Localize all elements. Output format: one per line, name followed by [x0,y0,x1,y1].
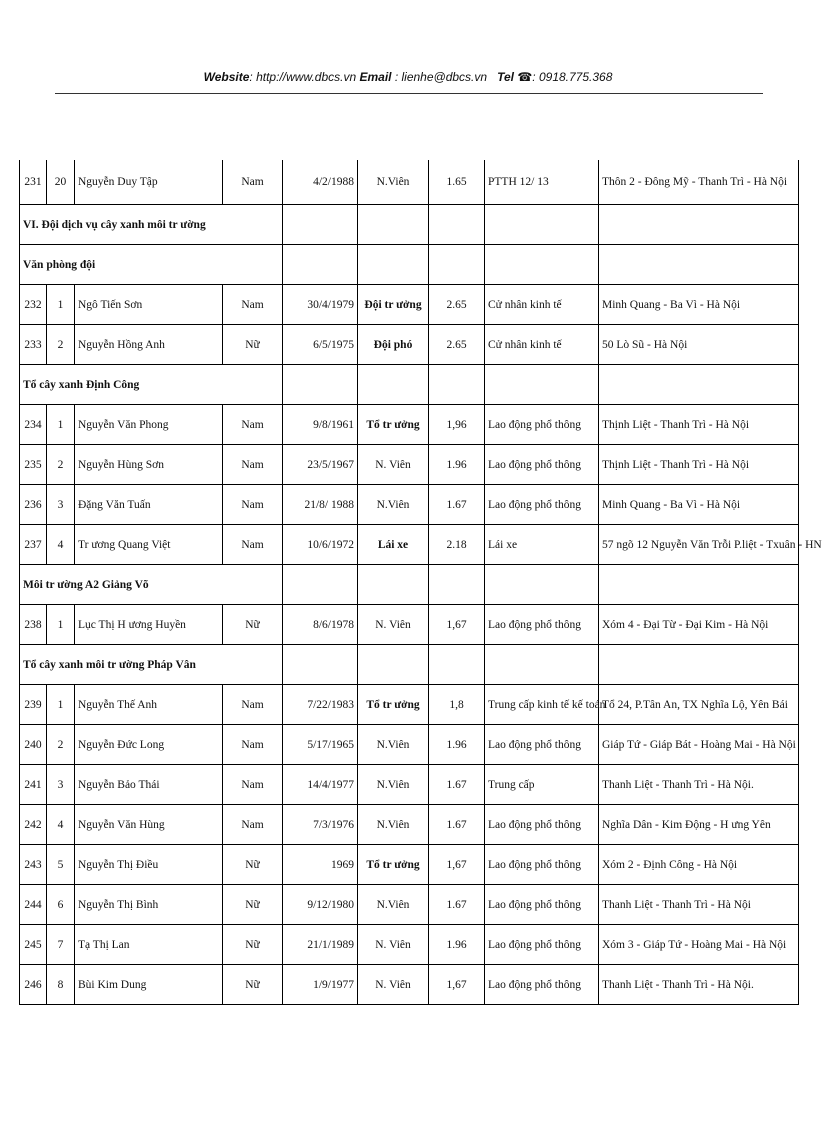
address-cell: Minh Quang - Ba Vì - Hà Nội [599,285,799,325]
name-cell: Đặng Văn Tuấn [75,485,223,525]
gender-cell: Nữ [223,325,283,365]
birth-date-cell: 7/3/1976 [283,805,358,845]
name-cell: Lục Thị H ương Huyền [75,605,223,645]
position-cell: N. Viên [358,605,429,645]
empty-cell [485,645,599,685]
gender-cell: Nam [223,525,283,565]
birth-date-cell: 4/2/1988 [283,160,358,205]
group-number-cell: 2 [47,445,75,485]
salary-coefficient-cell: 1,67 [429,965,485,1005]
gender-cell: Nam [223,725,283,765]
group-number-cell: 8 [47,965,75,1005]
salary-coefficient-cell: 2.65 [429,285,485,325]
position-cell: Lái xe [358,525,429,565]
name-cell: Nguyễn Văn Phong [75,405,223,445]
row-number-cell: 236 [20,485,47,525]
section-title: VI. Đội dịch vụ cây xanh môi tr ường [20,205,283,245]
position-cell: N.Viên [358,885,429,925]
tel-label: Tel [497,70,514,84]
position-cell: N.Viên [358,485,429,525]
position-cell: N.Viên [358,160,429,205]
birth-date-cell: 21/1/1989 [283,925,358,965]
address-cell: Thanh Liệt - Thanh Trì - Hà Nội. [599,965,799,1005]
address-cell: Thịnh Liệt - Thanh Trì - Hà Nội [599,445,799,485]
salary-coefficient-cell: 1,67 [429,605,485,645]
table-row [20,160,799,205]
birth-date-cell: 23/5/1967 [283,445,358,485]
empty-cell [429,365,485,405]
salary-coefficient-cell: 1.65 [429,160,485,205]
gender-cell: Nữ [223,965,283,1005]
table-row [20,285,799,325]
address-cell: 50 Lò Sũ - Hà Nội [599,325,799,365]
name-cell: Nguyễn Hồng Anh [75,325,223,365]
name-cell: Nguyễn Bảo Thái [75,765,223,805]
name-cell: Tr ương Quang Việt [75,525,223,565]
salary-coefficient-cell: 2.65 [429,325,485,365]
birth-date-cell: 14/4/1977 [283,765,358,805]
row-number-cell: 243 [20,845,47,885]
address-cell: Thôn 2 - Đông Mỹ - Thanh Trì - Hà Nội [599,160,799,205]
section-row [20,205,799,245]
group-number-cell: 4 [47,525,75,565]
empty-cell [599,565,799,605]
address-cell: Giáp Tứ - Giáp Bát - Hoàng Mai - Hà Nội [599,725,799,765]
section-row [20,245,799,285]
address-cell: Thanh Liệt - Thanh Trì - Hà Nội. [599,765,799,805]
birth-date-cell: 6/5/1975 [283,325,358,365]
birth-date-cell: 9/8/1961 [283,405,358,445]
empty-cell [358,205,429,245]
position-cell: N. Viên [358,925,429,965]
empty-cell [485,365,599,405]
row-number-cell: 241 [20,765,47,805]
gender-cell: Nữ [223,925,283,965]
group-number-cell: 2 [47,725,75,765]
empty-cell [283,565,358,605]
education-cell: Lao động phổ thông [485,445,599,485]
gender-cell: Nữ [223,885,283,925]
empty-cell [429,565,485,605]
row-number-cell: 246 [20,965,47,1005]
name-cell: Nguyễn Hùng Sơn [75,445,223,485]
row-number-cell: 234 [20,405,47,445]
gender-cell: Nam [223,805,283,845]
birth-date-cell: 21/8/ 1988 [283,485,358,525]
website-url[interactable]: : http://www.dbcs.vn [249,70,357,84]
address-cell: Xóm 2 - Định Công - Hà Nội [599,845,799,885]
gender-cell: Nam [223,160,283,205]
position-cell: Tổ tr ưởng [358,405,429,445]
group-number-cell: 5 [47,845,75,885]
row-number-cell: 245 [20,925,47,965]
education-cell: Lao động phổ thông [485,605,599,645]
salary-coefficient-cell: 1.67 [429,885,485,925]
position-cell: Tổ tr ưởng [358,685,429,725]
education-cell: Lái xe [485,525,599,565]
table-row [20,765,799,805]
position-cell: Đội phó [358,325,429,365]
table-row [20,805,799,845]
position-cell: N.Viên [358,805,429,845]
empty-cell [283,645,358,685]
group-number-cell: 1 [47,405,75,445]
table-row [20,725,799,765]
table-row [20,925,799,965]
birth-date-cell: 7/22/1983 [283,685,358,725]
education-cell: Cử nhân kinh tế [485,285,599,325]
empty-cell [358,645,429,685]
salary-coefficient-cell: 1,8 [429,685,485,725]
birth-date-cell: 9/12/1980 [283,885,358,925]
salary-coefficient-cell: 2.18 [429,525,485,565]
position-cell: Tổ tr ưởng [358,845,429,885]
empty-cell [485,245,599,285]
salary-coefficient-cell: 1.67 [429,805,485,845]
name-cell: Nguyễn Thị Điều [75,845,223,885]
gender-cell: Nam [223,485,283,525]
section-title: Văn phòng đội [20,245,283,285]
table-row [20,885,799,925]
address-cell: Thịnh Liệt - Thanh Trì - Hà Nội [599,405,799,445]
table-row [20,965,799,1005]
empty-cell [599,205,799,245]
address-cell: 57 ngõ 12 Nguyễn Văn Trỗi P.liệt - Txuân - HN [599,525,799,565]
empty-cell [358,365,429,405]
name-cell: Nguyễn Thế Anh [75,685,223,725]
page-header [0,70,816,84]
education-cell: Lao động phổ thông [485,405,599,445]
gender-cell: Nữ [223,605,283,645]
empty-cell [358,565,429,605]
empty-cell [429,205,485,245]
table-row [20,845,799,885]
address-cell: Tổ 24, P.Tân An, TX Nghĩa Lộ, Yên Bái [599,685,799,725]
empty-cell [283,245,358,285]
empty-cell [429,645,485,685]
position-cell: N.Viên [358,765,429,805]
empty-cell [283,365,358,405]
tel-value: : 0918.775.368 [532,70,613,84]
section-title: Tổ cây xanh môi tr ường Pháp Vân [20,645,283,685]
row-number-cell: 240 [20,725,47,765]
gender-cell: Nam [223,685,283,725]
birth-date-cell: 1/9/1977 [283,965,358,1005]
address-cell: Nghĩa Dân - Kim Động - H ưng Yên [599,805,799,845]
gender-cell: Nữ [223,845,283,885]
birth-date-cell: 10/6/1972 [283,525,358,565]
name-cell: Tạ Thị Lan [75,925,223,965]
table-row [20,405,799,445]
salary-coefficient-cell: 1,96 [429,405,485,445]
group-number-cell: 7 [47,925,75,965]
table-row [20,325,799,365]
gender-cell: Nam [223,285,283,325]
name-cell: Nguyễn Đức Long [75,725,223,765]
name-cell: Nguyễn Duy Tập [75,160,223,205]
position-cell: N. Viên [358,965,429,1005]
empty-cell [358,245,429,285]
empty-cell [429,245,485,285]
gender-cell: Nam [223,445,283,485]
group-number-cell: 1 [47,285,75,325]
empty-cell [599,645,799,685]
education-cell: PTTH 12/ 13 [485,160,599,205]
gender-cell: Nam [223,405,283,445]
section-row [20,565,799,605]
address-cell: Minh Quang - Ba Vì - Hà Nội [599,485,799,525]
group-number-cell: 2 [47,325,75,365]
section-row [20,365,799,405]
table-row [20,685,799,725]
staff-table [19,160,822,1005]
empty-cell [283,205,358,245]
row-number-cell: 244 [20,885,47,925]
education-cell: Lao động phổ thông [485,965,599,1005]
row-number-cell: 231 [20,160,47,205]
row-number-cell: 238 [20,605,47,645]
salary-coefficient-cell: 1.96 [429,925,485,965]
website-label: Website [203,70,250,84]
salary-coefficient-cell: 1.96 [429,725,485,765]
section-title: Tổ cây xanh Định Công [20,365,283,405]
row-number-cell: 239 [20,685,47,725]
birth-date-cell: 8/6/1978 [283,605,358,645]
name-cell: Nguyễn Văn Hùng [75,805,223,845]
section-title: Môi tr ường A2 Giảng Võ [20,565,283,605]
education-cell: Lao động phổ thông [485,485,599,525]
table-row [20,445,799,485]
address-cell: Xóm 4 - Đại Từ - Đại Kim - Hà Nội [599,605,799,645]
salary-coefficient-cell: 1.67 [429,765,485,805]
group-number-cell: 6 [47,885,75,925]
birth-date-cell: 5/17/1965 [283,725,358,765]
empty-cell [485,205,599,245]
address-cell: Xóm 3 - Giáp Tứ - Hoàng Mai - Hà Nội [599,925,799,965]
position-cell: Đội tr ưởng [358,285,429,325]
group-number-cell: 1 [47,605,75,645]
telephone-icon: ☎ [517,70,533,84]
row-number-cell: 235 [20,445,47,485]
group-number-cell: 4 [47,805,75,845]
education-cell: Trung cấp kinh tế kế toán [485,685,599,725]
row-number-cell: 237 [20,525,47,565]
email-value[interactable]: : lienhe@dbcs.vn [391,70,488,84]
salary-coefficient-cell: 1.96 [429,445,485,485]
empty-cell [599,365,799,405]
position-cell: N. Viên [358,445,429,485]
education-cell: Lao động phổ thông [485,925,599,965]
name-cell: Bùi Kim Dung [75,965,223,1005]
education-cell: Lao động phổ thông [485,805,599,845]
table-row [20,525,799,565]
group-number-cell: 20 [47,160,75,205]
table-row [20,485,799,525]
group-number-cell: 1 [47,685,75,725]
education-cell: Trung cấp [485,765,599,805]
address-cell: Thanh Liệt - Thanh Trì - Hà Nội [599,885,799,925]
name-cell: Ngô Tiến Sơn [75,285,223,325]
empty-cell [599,245,799,285]
education-cell: Lao động phổ thông [485,885,599,925]
group-number-cell: 3 [47,765,75,805]
name-cell: Nguyễn Thị Bình [75,885,223,925]
salary-coefficient-cell: 1.67 [429,485,485,525]
education-cell: Lao động phổ thông [485,845,599,885]
table-row [20,605,799,645]
salary-coefficient-cell: 1,67 [429,845,485,885]
row-number-cell: 233 [20,325,47,365]
birth-date-cell: 30/4/1979 [283,285,358,325]
section-row [20,645,799,685]
position-cell: N.Viên [358,725,429,765]
education-cell: Lao động phổ thông [485,725,599,765]
header-divider [55,93,763,94]
empty-cell [485,565,599,605]
birth-date-cell: 1969 [283,845,358,885]
email-label: Email [359,70,392,84]
gender-cell: Nam [223,765,283,805]
row-number-cell: 232 [20,285,47,325]
education-cell: Cử nhân kinh tế [485,325,599,365]
row-number-cell: 242 [20,805,47,845]
group-number-cell: 3 [47,485,75,525]
